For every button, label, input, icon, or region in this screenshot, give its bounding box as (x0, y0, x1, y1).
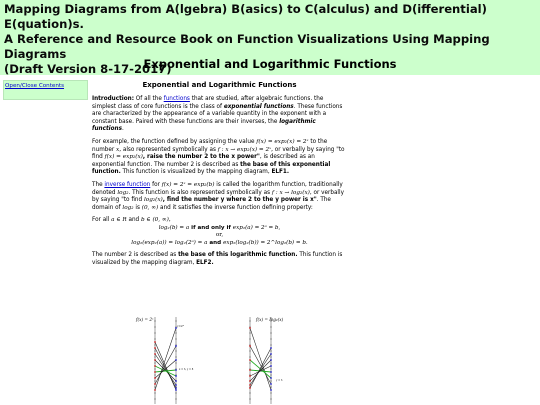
range-point (270, 359, 272, 361)
mapping-arrow (250, 346, 271, 384)
range-point (270, 377, 272, 379)
book-title-line3: (Draft Version 8-17-2017) (4, 62, 172, 76)
eq2-and: and (207, 239, 224, 246)
domain-point (154, 371, 156, 373)
domain-point (154, 377, 156, 379)
range-point (270, 383, 272, 385)
domain-point (249, 387, 251, 389)
log-text-0: The (92, 181, 105, 188)
exp-math-4: f(x) = exp₂(x) (104, 154, 143, 161)
mapping-arrow (155, 348, 176, 388)
property-equation-1 (92, 225, 347, 232)
log-bold-1: , find the number y where 2 to the y power is x" (162, 197, 317, 204)
mapping-arrow (155, 346, 176, 384)
eq1-right: exp₂(a) = 2ᵃ = b, (232, 224, 281, 231)
log-math-4: log₂(x) (143, 197, 163, 204)
exp-math-1: f(x) = exp₂(x) = 2ˣ (256, 138, 309, 145)
intro-text-4: . (121, 126, 124, 133)
range-point (175, 380, 177, 382)
intro-text-1: Of all the (134, 96, 164, 102)
base-text-1: The number 2 is described as (92, 252, 179, 259)
eq2-left: log₂(exp₂(a)) = log₂(2ᵃ) = a (131, 239, 208, 246)
logarithm-paragraph (92, 182, 347, 212)
log-text-6: is (133, 204, 142, 211)
mapping-arrow (155, 360, 176, 378)
contents-sidebar (3, 80, 88, 100)
log-text-7: and it satisfies the inverse function defining property: (158, 204, 313, 211)
domain-point (154, 347, 156, 349)
elf2-svg (224, 312, 308, 405)
functions-link[interactable]: functions (163, 96, 190, 102)
eq1-iff: if and only if (189, 224, 233, 231)
log-math-1: f(x) = 2ˣ = exp₂(b) (161, 181, 215, 188)
exp-bold-2: the base of this exponential function. (92, 161, 331, 176)
log-math-5: log₂ (122, 204, 134, 211)
property-equation-2 (92, 240, 347, 247)
domain-point (154, 365, 156, 367)
exp-math-3: f : x → exp₂(x) = 2ˣ (217, 146, 272, 153)
exp-text-1: For example, the function defined by assigning the value (92, 138, 257, 145)
inverse-property (92, 217, 347, 247)
book-title-line1: Mapping Diagrams from A(lgebra) B(asics) to C(alculus) and D(ifferential) E(quation)s. (4, 2, 487, 31)
range-point (175, 389, 177, 391)
domain-point (249, 359, 251, 361)
eq2-right: exp₂(log₂(b)) = 2^log₂(b) = b. (223, 239, 308, 246)
range-point (270, 371, 272, 373)
mapping-diagram-elf1 (132, 312, 216, 405)
range-point (270, 365, 272, 367)
mapping-arrow (155, 342, 176, 390)
prop-math-1: a ∈ R (111, 217, 127, 224)
log-text-4: , or verbally by saying "to find (92, 189, 344, 204)
log-text-1: for (150, 181, 162, 188)
elf2-label: f(x) = log₂(x) (256, 317, 284, 322)
elf1-side-label: y=2ˣ (177, 324, 184, 328)
mapping-arrow (250, 360, 271, 378)
intro-text-2: that are studied, after algebraic functions. the simplest class of core functions is the class of (92, 96, 324, 110)
elf1-reference: ELF1. (271, 169, 289, 176)
intro-emphasis-logarithmic: logarithmic functions (92, 118, 316, 133)
domain-point (249, 384, 251, 386)
intro-text-3: . These functions are characterized by the appearance of a variable quantity in the exponent with a constant base. Paired with these functions are their inverses, the (92, 103, 343, 125)
intro-paragraph (92, 96, 347, 134)
property-or: or, (215, 232, 224, 239)
domain-point (154, 341, 156, 343)
range-point (270, 347, 272, 349)
elf2-target-label: y = 3 (276, 379, 283, 382)
inverse-function-link[interactable]: inverse function (104, 181, 151, 188)
exp-text-2: to the number (92, 138, 328, 153)
property-intro (92, 217, 347, 225)
prop-text-3: , (168, 217, 171, 224)
range-point (175, 375, 177, 377)
log-text-2: is called the logarithm function, traditionally denoted (92, 181, 343, 196)
exp-text-3: , also represented symbolically as (119, 146, 218, 153)
mapping-diagram-elf2 (224, 312, 308, 405)
exp-math-2: x (116, 146, 120, 153)
intro-emphasis-exponential: exponential functions (223, 103, 294, 110)
mapping-arrow (250, 348, 271, 388)
exp-text-4: , or verbally by saying "to find (92, 146, 345, 161)
range-point (270, 353, 272, 355)
domain-point (154, 353, 156, 355)
range-point (175, 345, 177, 347)
elf1-svg (132, 312, 216, 405)
domain-point (249, 327, 251, 329)
log-text-5: . The domain of (92, 197, 331, 211)
domain-point (154, 383, 156, 385)
section-heading: Exponential and Logarithmic Functions (142, 81, 297, 89)
domain-point (249, 380, 251, 382)
log-math-2: log₂ (117, 189, 129, 196)
domain-point (249, 345, 251, 347)
exp-text-5: , is described as an exponential function. The number 2 is described as (92, 154, 315, 168)
log-math-6: (0, ∞) (141, 204, 159, 211)
elf1-label: f(x) = 2ˣ (136, 317, 154, 322)
main-content (92, 80, 347, 272)
prop-text-1: For all (92, 217, 112, 224)
range-point (175, 384, 177, 386)
base-paragraph (92, 252, 347, 267)
book-title-line2: A Reference and Resource Book on Function Visualizations Using Mapping Diagrams (4, 32, 490, 61)
range-point (175, 369, 177, 371)
log-math-3: f : x → log₂(x) (271, 189, 310, 196)
intro-lead: Introduction: (92, 96, 134, 102)
log-text-3: . This function is also represented symbolically as (128, 189, 272, 196)
range-point (175, 359, 177, 361)
domain-point (249, 369, 251, 371)
domain-point (154, 359, 156, 361)
exponential-paragraph (92, 139, 347, 177)
range-point (175, 387, 177, 389)
range-point (270, 389, 272, 391)
chapter-title: Exponential and Logarithmic Functions (143, 57, 397, 71)
toggle-contents-link[interactable]: Open/Close Contents (5, 83, 65, 89)
domain-point (249, 375, 251, 377)
elf1-target-label: x = 3, y = 8 (179, 368, 194, 371)
exp-text-6: This function is visualized by the mapping diagram, (120, 169, 272, 176)
prop-text-2: and (126, 217, 141, 224)
eq1-left: log₂(b) = a (158, 224, 190, 231)
elf2-reference: ELF2. (196, 259, 214, 266)
base-bold-1: the base of this logarithmic function. (178, 252, 298, 259)
domain-point (154, 389, 156, 391)
base-text-2: This function is visualized by the mapping diagram, (92, 252, 343, 266)
prop-math-2: b ∈ (0, ∞) (140, 217, 169, 224)
exp-bold-1: , raise the number 2 to the x power" (142, 154, 260, 161)
mapping-diagrams (132, 312, 308, 405)
